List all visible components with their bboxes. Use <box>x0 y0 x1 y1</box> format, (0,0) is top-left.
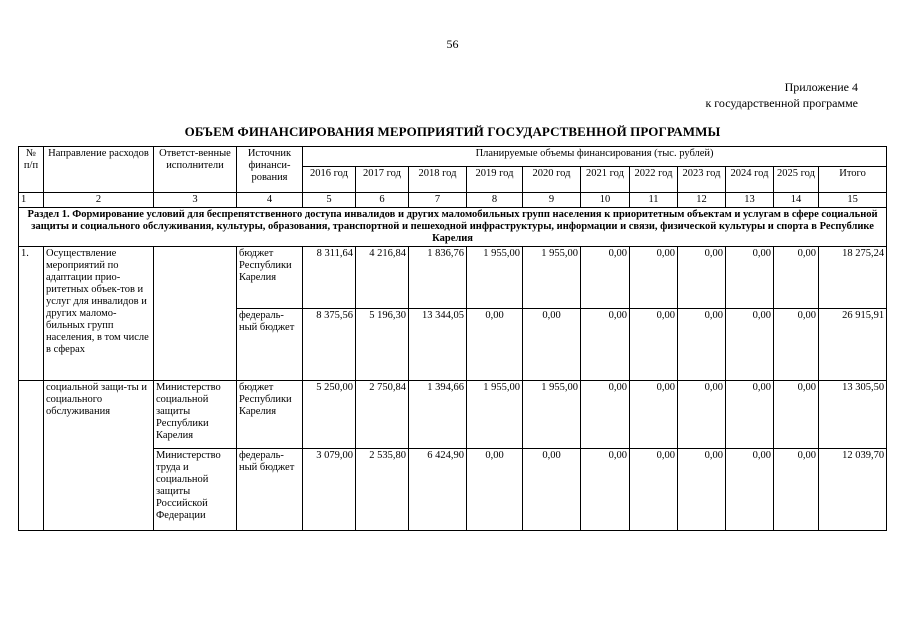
item-executor: Министерство социальной защиты Республики Карелия <box>154 381 237 449</box>
value-cell: 0,00 <box>581 309 630 381</box>
col-number: 8 <box>467 193 523 208</box>
value-cell: 0,00 <box>630 449 678 531</box>
col-number: 13 <box>726 193 774 208</box>
value-cell: 0,00 <box>774 247 819 309</box>
value-cell: 0,00 <box>678 381 726 449</box>
value-cell: 0,00 <box>630 381 678 449</box>
header-year: 2024 год <box>726 167 774 193</box>
col-number: 1 <box>19 193 44 208</box>
value-cell: 8 375,56 <box>303 309 356 381</box>
item-source: федераль-ный бюджет <box>237 309 303 381</box>
item-source: бюджет Республики Карелия <box>237 381 303 449</box>
item-source: бюджет Республики Карелия <box>237 247 303 309</box>
page-number: 56 <box>446 37 459 51</box>
value-cell: 1 836,76 <box>409 247 467 309</box>
value-cell: 0,00 <box>581 247 630 309</box>
document-title: ОБЪЕМ ФИНАНСИРОВАНИЯ МЕРОПРИЯТИЙ ГОСУДАРСТВЕННОЙ ПРОГРАММЫ <box>184 124 721 139</box>
appendix-line-2: к государственной программе <box>705 96 858 110</box>
value-cell: 0,00 <box>581 381 630 449</box>
value-cell: 1 955,00 <box>467 247 523 309</box>
item-source: федераль-ный бюджет <box>237 449 303 531</box>
col-number: 7 <box>409 193 467 208</box>
header-row-1 <box>19 147 887 167</box>
item-direction-part-1: Осуществление мероприятий по адаптации прио-ритетных объек-тов и услуг для инвалидов и других маломо-бильных групп населения, в том числе в сферах <box>44 247 154 381</box>
value-cell: 0,00 <box>523 309 581 381</box>
value-cell: 0,00 <box>774 449 819 531</box>
col-number: 14 <box>774 193 819 208</box>
total-cell: 12 039,70 <box>819 449 887 531</box>
item-executor <box>154 247 237 381</box>
value-cell: 0,00 <box>630 247 678 309</box>
header-direction: Направление расходов <box>44 147 154 193</box>
col-number: 10 <box>581 193 630 208</box>
header-year: 2025 год <box>774 167 819 193</box>
col-number: 2 <box>44 193 154 208</box>
value-cell: 0,00 <box>726 247 774 309</box>
value-cell: 5 250,00 <box>303 381 356 449</box>
item-number-empty <box>19 381 44 531</box>
col-number: 9 <box>523 193 581 208</box>
col-number: 5 <box>303 193 356 208</box>
value-cell: 0,00 <box>581 449 630 531</box>
header-year: 2022 год <box>630 167 678 193</box>
appendix-line-1: Приложение 4 <box>784 80 858 94</box>
header-year: 2020 год <box>523 167 581 193</box>
total-cell: 18 275,24 <box>819 247 887 309</box>
col-number: 11 <box>630 193 678 208</box>
financing-table <box>18 146 887 531</box>
value-cell: 0,00 <box>678 309 726 381</box>
col-number: 4 <box>237 193 303 208</box>
value-cell: 0,00 <box>467 449 523 531</box>
table-row <box>19 381 887 449</box>
value-cell: 0,00 <box>678 449 726 531</box>
header-year: 2023 год <box>678 167 726 193</box>
header-year: 2019 год <box>467 167 523 193</box>
value-cell: 2 535,80 <box>356 449 409 531</box>
value-cell: 4 216,84 <box>356 247 409 309</box>
value-cell: 3 079,00 <box>303 449 356 531</box>
item-number: 1. <box>19 247 44 381</box>
header-source: Источник финанси-рования <box>237 147 303 193</box>
col-number: 15 <box>819 193 887 208</box>
value-cell: 8 311,64 <box>303 247 356 309</box>
col-number: 6 <box>356 193 409 208</box>
value-cell: 0,00 <box>726 381 774 449</box>
value-cell: 13 344,05 <box>409 309 467 381</box>
item-direction-part-2: социальной защи-ты и социального обслуживания <box>44 381 154 531</box>
value-cell: 0,00 <box>726 309 774 381</box>
value-cell: 2 750,84 <box>356 381 409 449</box>
value-cell: 1 955,00 <box>523 247 581 309</box>
section-1-title: Раздел 1. Формирование условий для беспрепятственного доступа инвалидов и других маломобильных групп населения к приоритетным объектам и услугам в сфере социальной защиты и социального обслуживания, культуры, образования, транспортной и пешеходной инфраструктуры, информации и связи, физической культуры и спорта в Республике Карелия <box>19 208 887 247</box>
header-year: 2021 год <box>581 167 630 193</box>
value-cell: 0,00 <box>774 381 819 449</box>
value-cell: 1 955,00 <box>467 381 523 449</box>
section-row <box>19 208 887 247</box>
header-total: Итого <box>819 167 887 193</box>
value-cell: 0,00 <box>467 309 523 381</box>
table-row <box>19 247 887 309</box>
value-cell: 0,00 <box>678 247 726 309</box>
column-number-row <box>19 193 887 208</box>
col-number: 12 <box>678 193 726 208</box>
value-cell: 1 955,00 <box>523 381 581 449</box>
appendix-note <box>705 79 858 111</box>
value-cell: 0,00 <box>630 309 678 381</box>
value-cell: 5 196,30 <box>356 309 409 381</box>
value-cell: 6 424,90 <box>409 449 467 531</box>
value-cell: 0,00 <box>774 309 819 381</box>
header-year: 2016 год <box>303 167 356 193</box>
header-planned: Планируемые объемы финансирования (тыс. рублей) <box>303 147 887 167</box>
total-cell: 13 305,50 <box>819 381 887 449</box>
value-cell: 0,00 <box>726 449 774 531</box>
header-executors: Ответст-венные исполнители <box>154 147 237 193</box>
value-cell: 0,00 <box>523 449 581 531</box>
total-cell: 26 915,91 <box>819 309 887 381</box>
value-cell: 1 394,66 <box>409 381 467 449</box>
col-number: 3 <box>154 193 237 208</box>
header-year: 2018 год <box>409 167 467 193</box>
header-year: 2017 год <box>356 167 409 193</box>
header-num: № п/п <box>19 147 44 193</box>
item-executor: Министерство труда и социальной защиты Российской Федерации <box>154 449 237 531</box>
